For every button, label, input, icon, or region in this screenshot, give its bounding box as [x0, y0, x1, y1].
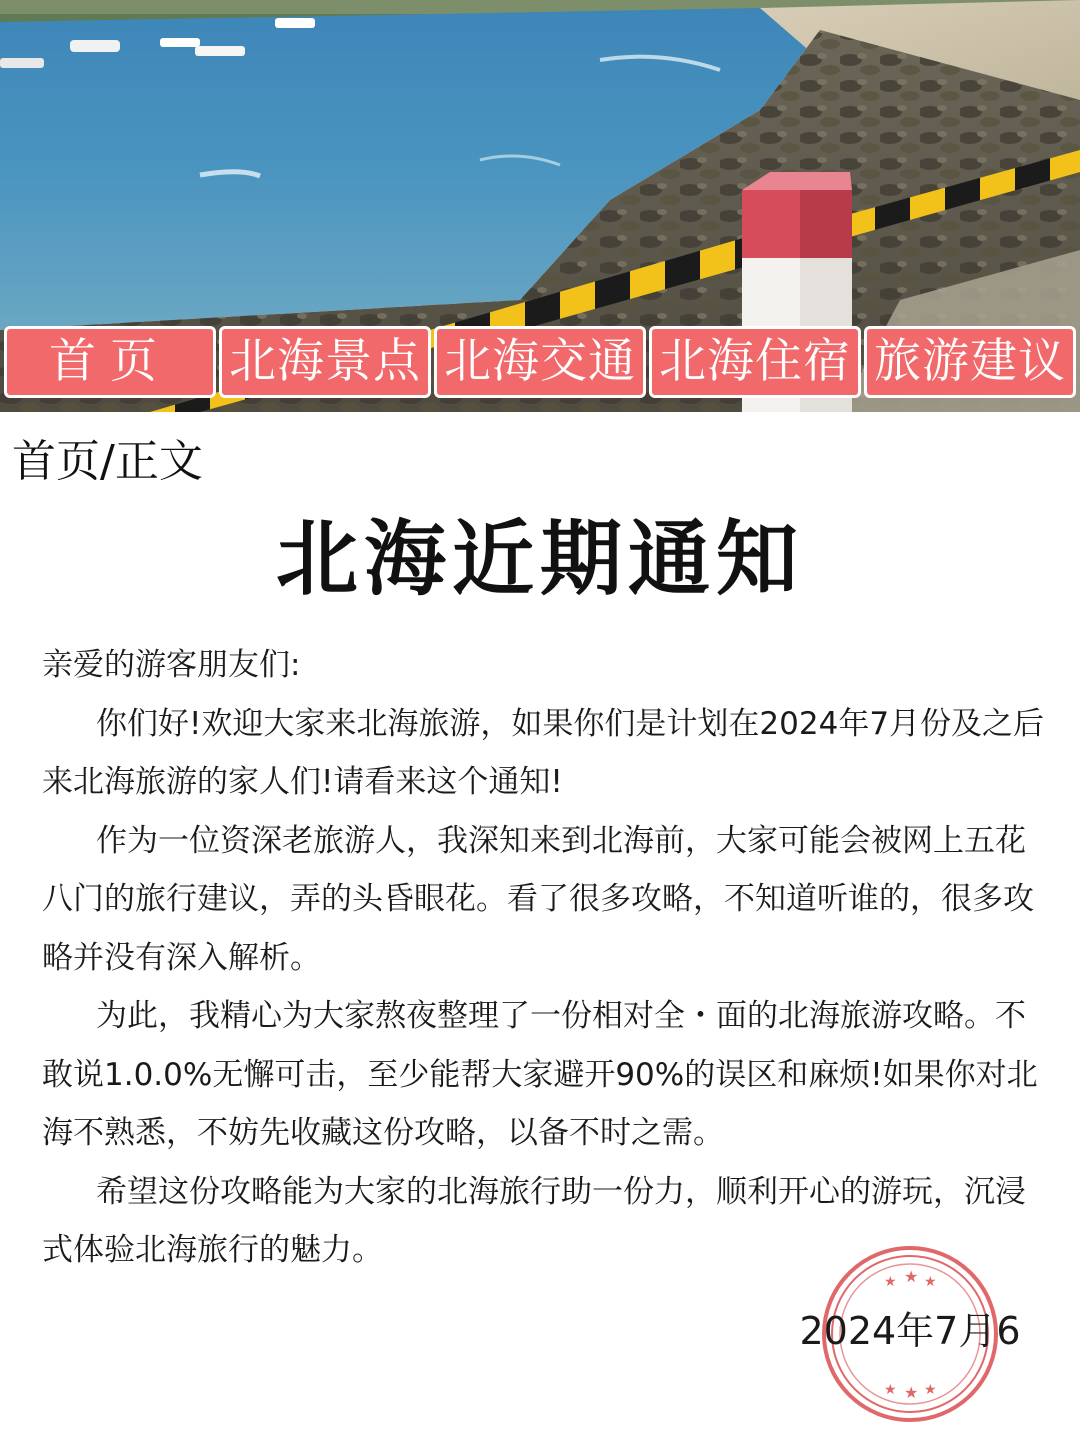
article-body [42, 636, 1052, 1280]
tab-accommodation[interactable]: 北海住宿 [649, 326, 861, 398]
svg-text:★: ★ [884, 1382, 897, 1398]
tab-attractions[interactable]: 北海景点 [219, 326, 431, 398]
svg-text:★: ★ [924, 1382, 937, 1398]
svg-text:★: ★ [904, 1267, 919, 1286]
tab-transport[interactable]: 北海交通 [434, 326, 646, 398]
svg-text:★: ★ [904, 1383, 919, 1402]
paragraph: 希望这份攻略能为大家的北海旅行助一份力，顺利开心的游玩，沉浸式体验北海旅行的魅力。 [42, 1173, 1026, 1268]
paragraph: 作为一位资深老旅游人，我深知来到北海前，大家可能会被网上五花八门的旅行建议，弄的头昏眼花。看了很多攻略，不知道听谁的，很多攻略并没有深入解析。 [42, 822, 1034, 976]
breadcrumb: 首页/正文 [12, 436, 203, 487]
tab-home[interactable]: 首页 [4, 326, 216, 398]
tab-travel-tips[interactable]: 旅游建议 [864, 326, 1076, 398]
publish-date: 2024年7月6 [799, 1309, 1021, 1353]
greeting: 亲爱的游客朋友们: [42, 647, 301, 683]
svg-text:★: ★ [884, 1274, 897, 1290]
paragraph: 你们好!欢迎大家来北海旅游，如果你们是计划在2024年7月份及之后来北海旅游的家人们!请看来这个通知! [42, 705, 1045, 800]
paragraph: 为此，我精心为大家熬夜整理了一份相对全・面的北海旅游攻略。不敢说1.0.0%无懈可击，至少能帮大家避开90%的误区和麻烦!如果你对北海不熟悉，不妨先收藏这份攻略，以备不时之需。 [42, 998, 1038, 1151]
page-title: 北海近期通知 [275, 512, 804, 607]
nav-bar [0, 326, 1080, 400]
svg-text:★: ★ [924, 1274, 937, 1290]
